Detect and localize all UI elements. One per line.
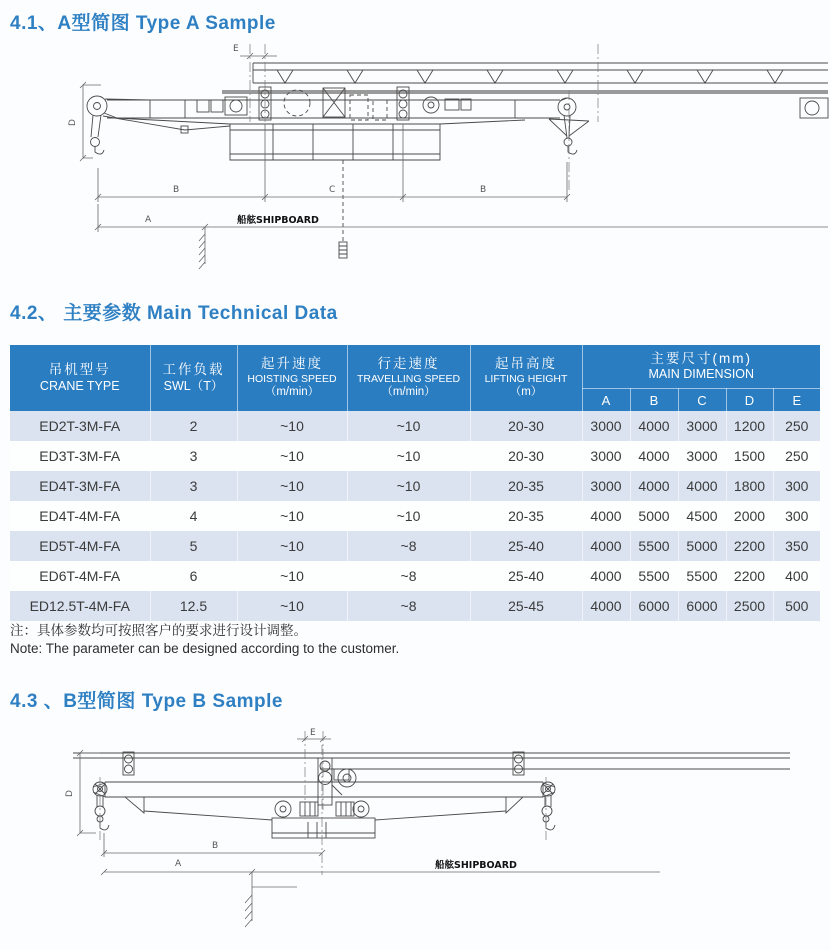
table-cell: 4500 xyxy=(678,501,726,531)
table-cell: 20-30 xyxy=(470,411,582,441)
table-cell: ~10 xyxy=(237,561,347,591)
table-cell: ~8 xyxy=(347,531,470,561)
table-cell: 500 xyxy=(785,598,809,614)
table-cell: ~10 xyxy=(237,591,347,621)
hook-right xyxy=(546,822,555,830)
dimension-a-shipboard xyxy=(101,859,660,927)
table-cell: 4000 xyxy=(630,411,678,441)
table-cell: ~10 xyxy=(237,531,347,561)
table-cell: 4000 xyxy=(582,561,630,591)
table-cell: 20-35 xyxy=(470,471,582,501)
dimension-a-shipboard xyxy=(95,204,828,269)
table-cell: ~10 xyxy=(237,411,347,441)
table-cell: 1800 xyxy=(726,471,773,501)
svg-text:B: B xyxy=(173,185,180,195)
table-cell: ED6T-4M-FA xyxy=(10,561,150,591)
table-row xyxy=(10,561,820,591)
table-cell: ~10 xyxy=(347,411,470,441)
table-cell: 4000 xyxy=(582,591,630,621)
table-cell: 300 xyxy=(785,478,809,494)
ship-deck-structure xyxy=(73,752,790,775)
table-cell: ED5T-4M-FA xyxy=(10,531,150,561)
dimension-e xyxy=(297,728,331,742)
table-cell: 25-40 xyxy=(470,531,582,561)
table-cell: 20-30 xyxy=(470,441,582,471)
table-row xyxy=(10,471,820,501)
table-cell: 5000 xyxy=(678,531,726,561)
svg-text:船舷SHIPBOARD: 船舷SHIPBOARD xyxy=(435,860,517,871)
svg-text:A: A xyxy=(145,215,152,225)
table-cell: ED12.5T-4M-FA xyxy=(10,591,150,621)
ship-deck-structure xyxy=(222,63,828,118)
table-row xyxy=(10,411,820,441)
table-cell: ~10 xyxy=(237,501,347,531)
table-cell: ~10 xyxy=(347,501,470,531)
sub-header-d: D xyxy=(726,389,773,412)
table-cell: 5500 xyxy=(678,561,726,591)
technical-data-table xyxy=(10,345,820,621)
table-cell: 350 xyxy=(785,538,809,554)
table-row xyxy=(10,501,820,531)
table-cell: ~10 xyxy=(347,471,470,501)
hook-left xyxy=(100,822,109,830)
table-cell: 20-35 xyxy=(470,501,582,531)
type-b-crane-drawing xyxy=(60,725,800,945)
col-header-swl: 工作负载 SWL（T） xyxy=(150,345,237,411)
svg-text:E: E xyxy=(233,44,239,54)
sub-header-c: C xyxy=(678,389,726,412)
table-body xyxy=(10,411,820,621)
table-cell: ~10 xyxy=(237,471,347,501)
table-cell: 5 xyxy=(150,531,237,561)
table-cell: ~10 xyxy=(347,441,470,471)
table-cell: ED4T-3M-FA xyxy=(10,471,150,501)
table-cell: ~10 xyxy=(237,441,347,471)
svg-text:船舷SHIPBOARD: 船舷SHIPBOARD xyxy=(237,215,319,226)
jib-left xyxy=(93,782,109,830)
svg-text:C: C xyxy=(329,185,336,195)
table-cell: 2200 xyxy=(726,531,773,561)
table-cell: 250 xyxy=(785,418,809,434)
table-cell: 6000 xyxy=(630,591,678,621)
table-cell: 4000 xyxy=(678,471,726,501)
table-cell: ~8 xyxy=(347,561,470,591)
table-cell: 3 xyxy=(150,471,237,501)
dimension-bcb xyxy=(95,124,570,202)
table-cell: 4000 xyxy=(630,441,678,471)
table-cell: 300 xyxy=(785,508,809,524)
col-header-lifting-height: 起吊高度 LIFTING HEIGHT （m） xyxy=(470,345,582,411)
table-cell: 5500 xyxy=(630,561,678,591)
svg-text:B: B xyxy=(212,841,219,851)
table-cell: 2 xyxy=(150,411,237,441)
table-cell: 6000 xyxy=(678,591,726,621)
dimension-e xyxy=(233,44,277,59)
table-cell: 2500 xyxy=(726,591,773,621)
table-cell: 4000 xyxy=(582,531,630,561)
note-zh: 注：具体参数均可按照客户的要求进行设计调整。 xyxy=(10,623,307,638)
table-cell: 1200 xyxy=(726,411,773,441)
table-cell: 5500 xyxy=(630,531,678,561)
svg-text:E: E xyxy=(310,728,316,738)
table-cell: 25-40 xyxy=(470,561,582,591)
ground-hatch xyxy=(245,872,297,927)
table-cell: 3000 xyxy=(582,441,630,471)
svg-text:D: D xyxy=(65,790,75,797)
table-cell: 3 xyxy=(150,441,237,471)
svg-text:A: A xyxy=(175,859,182,869)
table-cell: 3000 xyxy=(582,471,630,501)
section-41-title: 4.1、A型简图 Type A Sample xyxy=(10,13,276,34)
table-cell: 2200 xyxy=(726,561,773,591)
table-cell: 3000 xyxy=(678,411,726,441)
col-header-crane-type: 吊机型号 CRANE TYPE xyxy=(10,345,150,411)
table-row xyxy=(10,441,820,471)
table-cell: 3000 xyxy=(678,441,726,471)
sub-header-b: B xyxy=(630,389,678,412)
hook-left xyxy=(95,146,104,154)
trolley-unit xyxy=(272,801,375,838)
table-cell: ED2T-3M-FA xyxy=(10,411,150,441)
hoist-rope xyxy=(339,160,347,258)
dimension-b xyxy=(101,833,325,857)
table-notes xyxy=(10,622,399,658)
col-header-main-dimension: 主要尺寸(mm) MAIN DIMENSION xyxy=(582,345,820,389)
table-cell: 250 xyxy=(785,448,809,464)
table-cell: 400 xyxy=(785,568,809,584)
table-cell: 5000 xyxy=(630,501,678,531)
dimension-d xyxy=(68,82,101,161)
table-cell: 25-45 xyxy=(470,591,582,621)
section-43-title: 4.3 、B型简图 Type B Sample xyxy=(10,691,283,712)
table-cell: 6 xyxy=(150,561,237,591)
type-a-crane-drawing xyxy=(55,42,830,272)
section-42-title: 4.2、 主要参数 Main Technical Data xyxy=(10,303,338,324)
svg-text:B: B xyxy=(480,185,487,195)
table-cell: 2000 xyxy=(726,501,773,531)
sub-header-e: E xyxy=(773,389,820,412)
svg-text:D: D xyxy=(68,119,78,126)
table-cell: ED4T-4M-FA xyxy=(10,501,150,531)
table-cell: 12.5 xyxy=(150,591,237,621)
table-cell: 4 xyxy=(150,501,237,531)
table-row xyxy=(10,531,820,561)
platform-grid xyxy=(230,124,440,160)
table-cell: 4000 xyxy=(630,471,678,501)
note-en: Note: The parameter can be designed according to the customer. xyxy=(10,641,400,657)
center-mast xyxy=(318,758,356,805)
sub-header-a: A xyxy=(582,389,630,412)
col-header-hoisting-speed: 起升速度 HOISTING SPEED （m/min） xyxy=(237,345,347,411)
table-cell: 4000 xyxy=(582,501,630,531)
col-header-travelling-speed: 行走速度 TRAVELLING SPEED （m/min） xyxy=(347,345,470,411)
crane-beam xyxy=(105,782,543,820)
ground-hatch xyxy=(199,227,205,269)
table-cell: ~8 xyxy=(347,591,470,621)
table-row xyxy=(10,591,820,621)
table-cell: 1500 xyxy=(726,441,773,471)
table-cell: 3000 xyxy=(582,411,630,441)
table-cell: ED3T-3M-FA xyxy=(10,441,150,471)
